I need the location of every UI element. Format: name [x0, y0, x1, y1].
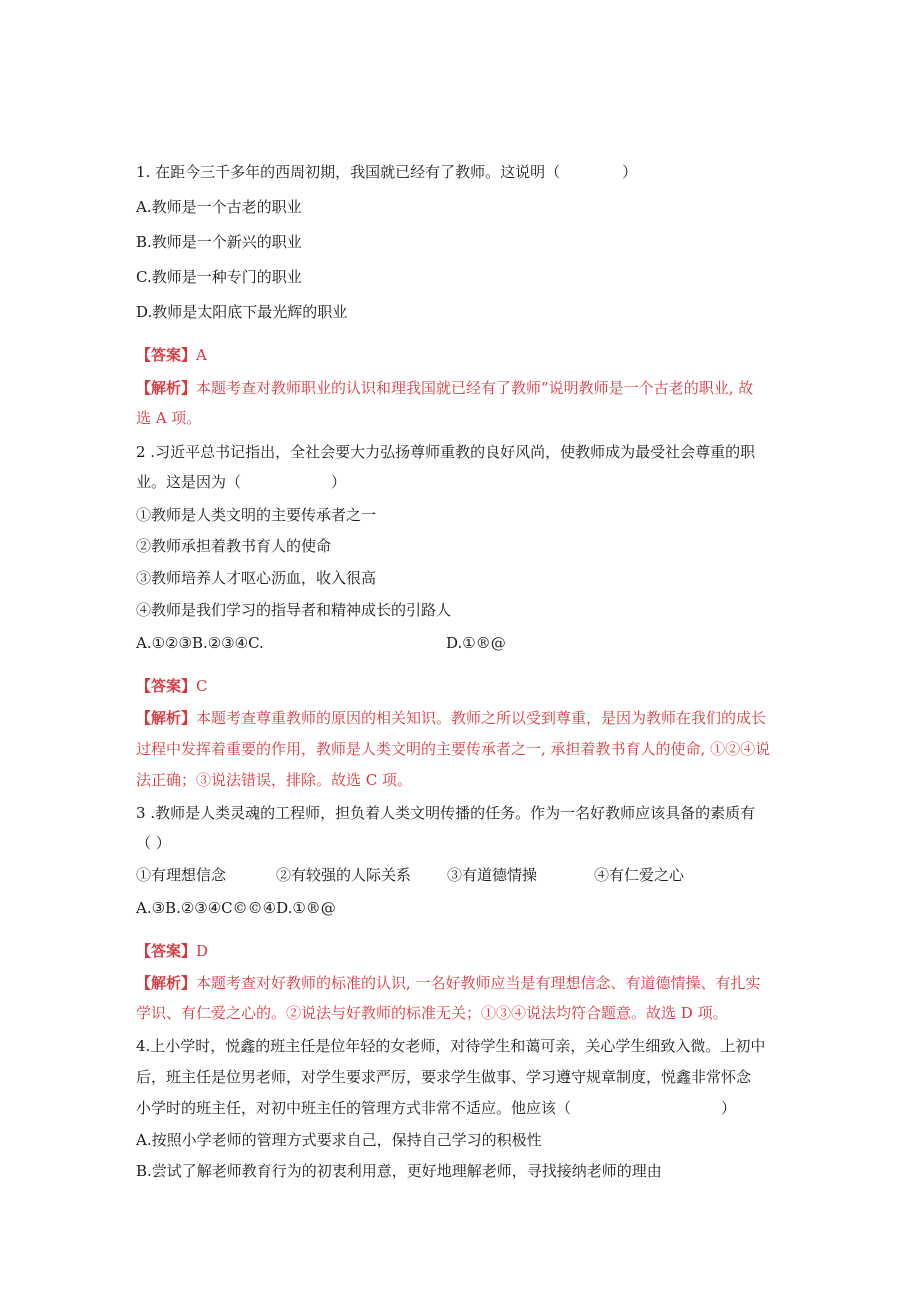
q3-stem-line-2: （ ） — [136, 834, 171, 852]
q3-item-4: ④有仁爱之心 — [594, 866, 685, 884]
q3-analysis-line-1: 【解析】本题考查对好教师的标准的认识, 一名好教师应当是有理想信念、有道德情操、有扎实 — [136, 974, 761, 992]
q2-item-2: ②教师承担着教书育人的使命 — [136, 537, 332, 555]
q3-item-3: ③有道德情操 — [447, 866, 538, 884]
q3-item-2: ②有较强的人际关系 — [276, 866, 412, 884]
q4-stem-line-3: 小学时的班主任，对初中班主任的管理方式非常不适应。他应该（ ） — [136, 1099, 737, 1117]
q2-answer: 【答案】C — [136, 677, 208, 695]
q4-stem-line-2: 后，班主任是位男老师，对学生要求严厉，要求学生做事、学习遵守规章制度，悦鑫非常怀念 — [136, 1068, 752, 1086]
q3-options: A.③B.②③④C©©④D.①®@ — [136, 899, 336, 917]
q2-analysis-line-2: 过程中发挥着重要的作用，教师是人类文明的主要传承者之一, 承担着教书育人的使命, ①②④说 — [136, 740, 771, 758]
q3-answer: 【答案】D — [136, 942, 209, 960]
q2-item-1: ①教师是人类文明的主要传承者之一 — [136, 506, 377, 524]
q2-item-4: ④教师是我们学习的指导者和精神成长的引路人 — [136, 601, 452, 619]
q3-analysis-line-2: 学识、有仁爱之心的。②说法与好教师的标准无关；①③④说法均符合题意。故选 D 项。 — [136, 1004, 728, 1022]
q2-options-left: A.①②③B.②③④C. — [136, 634, 264, 652]
q2-options-right: D.①®@ — [446, 634, 506, 652]
q1-option-b: B.教师是一个新兴的职业 — [136, 233, 302, 251]
q1-analysis-line-1: 【解析】本题考查对教师职业的认识和理我国就已经有了教师”说明教师是一个古老的职业, 故 — [136, 379, 754, 397]
q4-option-a: A.按照小学老师的管理方式要求自己，保持自己学习的积极性 — [136, 1131, 542, 1149]
q1-option-c: C.教师是一种专门的职业 — [136, 268, 302, 286]
q2-stem-line-1: 2 .习近平总书记指出，全社会要大力弘扬尊师重教的良好风尚，使教师成为最受社会尊重的职 — [136, 443, 756, 461]
q2-analysis-line-3: 法正确；③说法错误，排除。故选 C 项。 — [136, 771, 413, 789]
q3-item-1: ①有理想信念 — [136, 866, 227, 884]
q2-item-3: ③教师培养人才呕心沥血，收入很高 — [136, 569, 377, 587]
q1-analysis-line-2: 选 A 项。 — [136, 409, 202, 427]
q1-answer: 【答案】A — [136, 346, 207, 364]
q2-analysis-line-1: 【解析】本题考查尊重教师的原因的相关知识。教师之所以受到尊重，是因为教师在我们的成长 — [136, 709, 767, 727]
q1-stem: 1. 在距今三千多年的西周初期，我国就已经有了教师。这说明（ ） — [136, 163, 638, 181]
q4-stem-line-1: 4.上小学时，悦鑫的班主任是位年轻的女老师，对待学生和蔼可亲，关心学生细致入微。上初中 — [136, 1037, 766, 1055]
q2-stem-line-2: 业。这是因为（ ） — [136, 473, 347, 491]
q1-option-a: A.教师是一个古老的职业 — [136, 198, 302, 216]
q1-option-d: D.教师是太阳底下最光辉的职业 — [136, 303, 348, 321]
q4-option-b: B.尝试了解老师教育行为的初衷利用意，更好地理解老师，寻找接纳老师的理由 — [136, 1162, 662, 1180]
q3-stem-line-1: 3 .教师是人类灵魂的工程师，担负着人类文明传播的任务。作为一名好教师应该具备的素质有 — [136, 804, 756, 822]
